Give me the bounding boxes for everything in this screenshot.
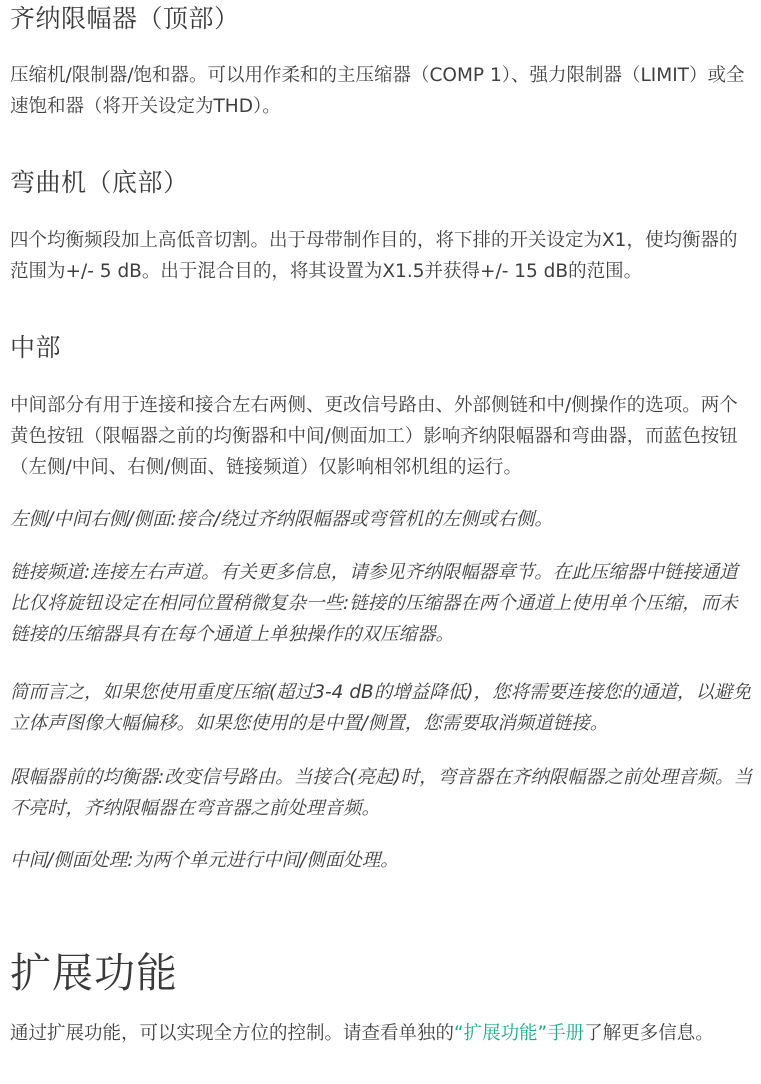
heading-middle: 中部 bbox=[10, 333, 62, 362]
paragraph-extended-features bbox=[10, 1018, 755, 1049]
italic-link-channels: 链接频道:连接左右声道。有关更多信息，请参见齐纳限幅器章节。在此压缩器中链接通道比仅将旋钮设定在相同位置稍微复杂一些:链接的压缩器在两个通道上使用单个压缩，而未链接的压缩器具有在每个通道上单独操作的双压缩器。 bbox=[10, 562, 738, 645]
italic-left-right-engage: 左侧/中间右侧/侧面:接合/绕过齐纳限幅器或弯管机的左侧或右侧。 bbox=[10, 509, 553, 530]
italic-eq-before-limiter: 限幅器前的均衡器:改变信号路由。当接合(亮起)时，弯音器在齐纳限幅器之前处理音频。当不亮时，齐纳限幅器在弯音器之前处理音频。 bbox=[10, 767, 753, 819]
paragraph-bender: 四个均衡频段加上高低音切割。出于母带制作目的，将下排的开关设定为X1，使均衡器的范围为+/- 5 dB。出于混合目的，将其设置为X1.5并获得+/- 15 dB的范围。 bbox=[10, 230, 738, 282]
extended-text-after: 了解更多信息。 bbox=[584, 1023, 714, 1044]
extended-text-before: 通过扩展功能，可以实现全方位的控制。请查看单独的 bbox=[10, 1023, 455, 1044]
extended-manual-link[interactable]: “扩展功能”手册 bbox=[454, 1023, 585, 1044]
paragraph-zener-limiter: 压缩机/限制器/饱和器。可以用作柔和的主压缩器（COMP 1）、强力限制器（LIMIT）或全速饱和器（将开关设定为THD）。 bbox=[10, 65, 745, 117]
paragraph-middle: 中间部分有用于连接和接合左右两侧、更改信号路由、外部侧链和中/侧操作的选项。两个黄色按钮（限幅器之前的均衡器和中间/侧面加工）影响齐纳限幅器和弯曲器，而蓝色按钮（左侧/中间、右侧/侧面、链接频道）仅影响相邻机组的运行。 bbox=[10, 395, 738, 478]
italic-mid-side-processing: 中间/侧面处理:为两个单元进行中间/侧面处理。 bbox=[10, 850, 399, 871]
heading-extended-features: 扩展功能 bbox=[10, 949, 178, 997]
heading-bender-bottom: 弯曲机（底部） bbox=[10, 168, 189, 197]
heading-zener-limiter-top: 齐纳限幅器（顶部） bbox=[10, 4, 240, 33]
italic-summary: 简而言之，如果您使用重度压缩(超过3-4 dB的增益降低)，您将需要连接您的通道，以避免立体声图像大幅偏移。如果您使用的是中置/侧置，您需要取消频道链接。 bbox=[10, 682, 751, 734]
